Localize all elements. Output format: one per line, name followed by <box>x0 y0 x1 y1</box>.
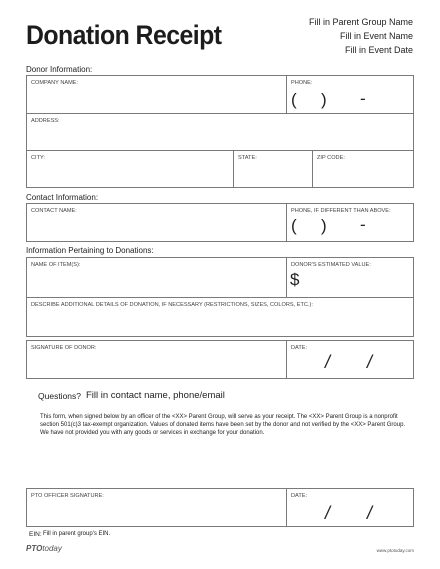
alt-phone-field[interactable] <box>287 204 414 241</box>
donor-signature-box <box>26 340 414 379</box>
contact-info-box <box>26 203 414 242</box>
item-names-field[interactable]: NAME OF ITEM(S): <box>27 258 287 298</box>
estimated-value-field[interactable] <box>287 258 414 298</box>
website-url: www.ptotoday.com <box>376 548 414 553</box>
donations-heading: Information Pertaining to Donations: <box>26 246 154 255</box>
dollar-sign: $ <box>290 270 300 289</box>
questions-label: Questions? <box>38 391 81 401</box>
event-date: Fill in Event Date <box>344 45 413 55</box>
donor-date-slash-1: / <box>325 352 331 372</box>
phone-dash: - <box>360 89 366 108</box>
ein-value: Fill in parent group's EIN. <box>43 531 111 537</box>
alt-phone-label: PHONE, IF DIFFERENT THAN ABOVE: <box>291 208 391 214</box>
donations-box <box>26 257 414 337</box>
donor-date-field[interactable] <box>287 341 414 378</box>
phone-area-close-paren: ) <box>321 90 327 109</box>
phone-label: PHONE: <box>291 80 313 86</box>
contact-name-field[interactable]: CONTACT NAME: <box>27 204 287 241</box>
zip-code-field[interactable]: ZIP CODE: <box>317 155 345 161</box>
alt-phone-open-paren: ( <box>291 216 297 235</box>
page-title: Donation Receipt <box>26 20 222 50</box>
address-field[interactable]: ADDRESS: <box>27 114 414 151</box>
donor-info-box <box>26 75 414 188</box>
phone-field[interactable] <box>287 76 414 114</box>
donor-info-heading: Donor Information: <box>26 65 93 74</box>
company-name-field[interactable]: COMPANY NAME: <box>27 76 287 114</box>
city-field[interactable]: CITY: <box>27 151 234 188</box>
ein-label: EIN: <box>29 531 42 538</box>
officer-signature-box <box>26 488 414 527</box>
additional-details-field[interactable]: DESCRIBE ADDITIONAL DETAILS OF DONATION, IF NECESSARY (RESTRICTIONS, SIZES, COLORS, ETC.): <box>31 302 313 308</box>
officer-date-label: DATE: <box>291 493 308 499</box>
officer-date-slash-1: / <box>325 503 331 523</box>
officer-signature-field[interactable]: PTO OFFICER SIGNATURE: <box>27 489 287 526</box>
disclaimer-text: This form, when signed below by an officer of the <XX> Parent Group, will serve as your receipt. The <XX> Parent Group is a nonprofit section 501(c)3 tax-exempt organization. Values of donated items have been set by the donor and not verified by the <XX> Parent Group. We have not provided you with any goods or services in exchange for your donation. <box>40 414 406 436</box>
officer-date-field[interactable] <box>287 489 414 526</box>
questions-contact: Fill in contact name, phone/email <box>86 390 225 401</box>
donor-date-label: DATE: <box>291 345 308 351</box>
estimated-value-label: DONOR'S ESTIMATED VALUE: <box>291 262 371 268</box>
logo-today: today <box>42 544 62 553</box>
event-name: Fill in Event Name <box>339 31 413 41</box>
alt-phone-dash: - <box>360 215 366 234</box>
logo-pto: PTO <box>26 544 43 553</box>
state-field[interactable]: STATE: <box>234 151 313 188</box>
pto-today-logo <box>26 544 62 553</box>
contact-info-heading: Contact Information: <box>26 193 99 202</box>
officer-date-slash-2: / <box>367 503 373 523</box>
phone-area-open-paren: ( <box>291 90 297 109</box>
parent-group-name: Fill in Parent Group Name <box>308 17 413 27</box>
alt-phone-close-paren: ) <box>321 216 327 235</box>
donor-signature-field[interactable]: SIGNATURE OF DONOR: <box>27 341 287 378</box>
donor-date-slash-2: / <box>367 352 373 372</box>
